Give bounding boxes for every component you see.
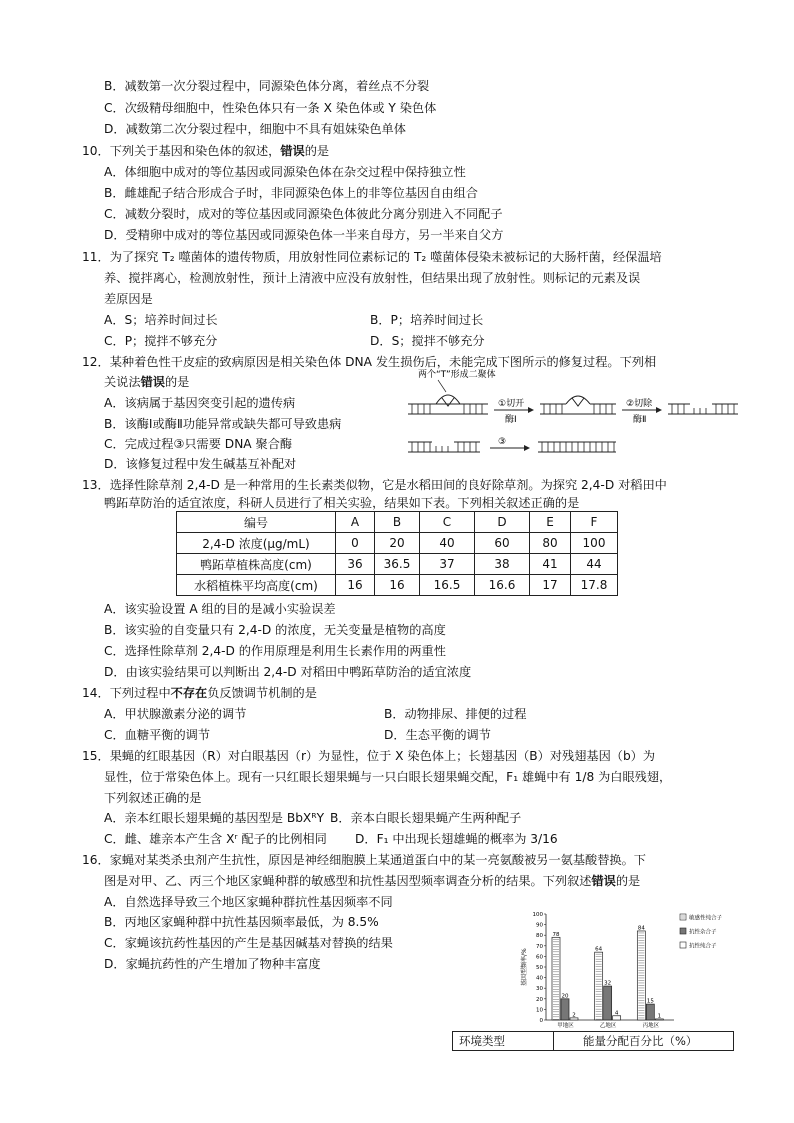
- table-header-cell: F: [571, 512, 618, 533]
- y-tick-label: 30: [536, 986, 543, 993]
- step2-label: ②切除: [626, 399, 653, 409]
- dna-repair-figure: [406, 366, 746, 458]
- step3-arrow: [490, 445, 530, 451]
- q13-option-a: A．该实验设置 A 组的目的是减小实验误差: [104, 602, 336, 616]
- table-cell: 100: [571, 533, 618, 554]
- q13-option-c: C．选择性除草剂 2,4-D 的作用原理是利用生长素作用的两重性: [104, 644, 446, 658]
- q14-option-a: A．甲状腺激素分泌的调节: [104, 707, 247, 721]
- q12-stem-line1: 12．某种着色性干皮症的致病原因是相关染色体 DNA 发生损伤后，未能完成下图所示的修复过程。下列相: [82, 355, 657, 369]
- q15-option-d: D．F₁ 中出现长翅雄蝇的概率为 3/16: [355, 832, 558, 846]
- table-cell: 16: [375, 575, 420, 596]
- q11-stem-line3: 差原因是: [104, 292, 153, 306]
- dna-strand-gap: [668, 404, 738, 414]
- y-tick-label: 40: [536, 975, 543, 982]
- table-cell: 17.8: [571, 575, 618, 596]
- table-cell: 41: [530, 554, 571, 575]
- bar-series: [552, 925, 663, 1029]
- y-tick-label: 10: [536, 1007, 543, 1014]
- table-cell: 水稻植株平均高度(cm): [177, 575, 336, 596]
- env-table-header: [452, 1031, 734, 1051]
- q13-results-table: [176, 511, 618, 596]
- legend: [680, 914, 723, 950]
- genotype-frequency-chart: [518, 906, 732, 1030]
- x-tick-label: 甲地区: [557, 1023, 574, 1029]
- table-cell: 16: [336, 575, 375, 596]
- q9-option-d: D．减数第二次分裂过程中，细胞中不具有姐妹染色单体: [104, 122, 406, 136]
- bar-data-label: 1: [657, 1013, 662, 1020]
- env-col-divider: [553, 1031, 554, 1051]
- q11-option-c: C．P；搅拌不够充分: [104, 334, 218, 348]
- legend-swatch: [680, 914, 686, 920]
- table-row: [177, 554, 618, 575]
- table-header-cell: B: [375, 512, 420, 533]
- table-cell: 鸭跖草植株高度(cm): [177, 554, 336, 575]
- q15-option-a: A．亲本红眼长翅果蝇的基因型是 BbXᴿY: [104, 811, 325, 825]
- dna-strand-cut: [540, 396, 616, 414]
- q12-stem-line2: 关说法错误的是: [104, 375, 190, 389]
- q15-option-c: C．雌、雄亲本产生含 Xʳ 配子的比例相同: [104, 832, 327, 846]
- bar-data-label: 84: [637, 925, 645, 932]
- q15-stem-line2: 显性，位于常染色体上。现有一只红眼长翅果蝇与一只白眼长翅果蝇交配，F₁ 雄蝇中有 1/8 为白眼残翅，: [104, 770, 672, 784]
- q16-option-b: B．丙地区家蝇种群中抗性基因频率最低，为 8.5%: [104, 915, 379, 929]
- fig12-title: 两个“T”形成二聚体: [418, 370, 496, 380]
- q16-option-c: C．家蝇该抗药性基因的产生是基因碱基对替换的结果: [104, 936, 393, 950]
- q15-stem-line3: 下列叙述正确的是: [104, 791, 202, 805]
- q14-option-c: C．血糖平衡的调节: [104, 728, 211, 742]
- bar-data-label: 32: [604, 980, 612, 987]
- bar-data-label: 2: [572, 1012, 576, 1019]
- table-cell: 38: [475, 554, 530, 575]
- table-cell: 37: [420, 554, 475, 575]
- legend-label: 抗性纯合子: [689, 943, 717, 950]
- table-cell: 0: [336, 533, 375, 554]
- y-tick-label: 20: [536, 996, 543, 1003]
- y-tick-label: 90: [536, 922, 543, 929]
- dna-strand-gap-2: [408, 442, 480, 452]
- y-axis-label: 基因型频率/%: [521, 948, 528, 986]
- bar-data-label: 20: [561, 993, 569, 1000]
- q14-option-d: D．生态平衡的调节: [384, 728, 491, 742]
- y-tick-label: 0: [539, 1018, 543, 1024]
- legend-swatch: [680, 942, 686, 948]
- table-header-cell: 编号: [177, 512, 336, 533]
- q16-option-d: D．家蝇抗药性的产生增加了物种丰富度: [104, 957, 321, 971]
- q15-stem-line1: 15．果蝇的红眼基因（R）对白眼基因（r）为显性，位于 X 染色体上；长翅基因（B）对残翅基因（b）为: [82, 749, 656, 763]
- table-cell: 20: [375, 533, 420, 554]
- q12-option-b: B．该酶Ⅰ或酶Ⅱ功能异常或缺失都可导致患病: [104, 417, 342, 431]
- table-header-cell: C: [420, 512, 475, 533]
- table-header-cell: A: [336, 512, 375, 533]
- legend-label: 抗性杂合子: [689, 929, 717, 936]
- table-cell: 60: [475, 533, 530, 554]
- env-col-type: 环境类型: [459, 1034, 505, 1048]
- dna-strand-repaired: [538, 442, 616, 452]
- step3-label: ③: [498, 437, 507, 447]
- table-header-row: [177, 512, 618, 533]
- enzyme2-label: 酶Ⅱ: [633, 415, 647, 425]
- q13-stem-line1: 13．选择性除草剂 2,4-D 是一种常用的生长素类似物，它是水稻田间的良好除草剂。为探究 2,4-D 对稻田中: [82, 478, 667, 492]
- q14-option-b: B．动物排尿、排便的过程: [384, 707, 527, 721]
- y-tick-label: 100: [532, 912, 543, 918]
- q9-option-c: C．次级精母细胞中，性染色体只有一条 X 染色体或 Y 染色体: [104, 101, 437, 115]
- table-cell: 40: [420, 533, 475, 554]
- table-row: [177, 575, 618, 596]
- table-cell: 80: [530, 533, 571, 554]
- y-tick-label: 80: [536, 933, 543, 940]
- q11-option-a: A．S；培养时间过长: [104, 313, 218, 327]
- q16-option-a: A．自然选择导致三个地区家蝇种群抗性基因频率不同: [104, 895, 393, 909]
- x-tick-label: 丙地区: [642, 1023, 660, 1029]
- q12-option-d: D．该修复过程中发生碱基互补配对: [104, 457, 297, 471]
- step1-label: ①切开: [498, 399, 525, 409]
- q16-stem-line2: 图是对甲、乙、丙三个地区家蝇种群的敏感型和抗性基因型频率调查分析的结果。下列叙述错误的是: [104, 874, 641, 888]
- table-cell: 16.5: [420, 575, 475, 596]
- legend-swatch: [680, 928, 686, 934]
- q11-option-b: B．P；培养时间过长: [370, 313, 484, 327]
- q16-stem-line1: 16．家蝇对某类杀虫剂产生抗性，原因是神经细胞膜上某通道蛋白中的某一亮氨酸被另一氨基酸替换。下: [82, 853, 646, 867]
- q13-stem-line2: 鸭跖草防治的适宜浓度，科研人员进行了相关实验，结果如下表。下列相关叙述正确的是: [104, 496, 580, 510]
- q13-option-b: B．该实验的自变量只有 2,4-D 的浓度，无关变量是植物的高度: [104, 623, 446, 637]
- y-tick-label: 60: [536, 954, 543, 961]
- bar-data-label: 78: [552, 931, 560, 938]
- y-tick-label: 50: [536, 965, 543, 971]
- bar-1: [646, 1004, 654, 1020]
- q11-stem-line1: 11．为了探究 T₂ 噬菌体的遗传物质，用放射性同位素标记的 T₂ 噬菌体侵染未被标记的大肠杆菌，经保温培: [82, 250, 662, 264]
- enzyme1-label: 酶Ⅰ: [505, 415, 517, 425]
- table-cell: 17: [530, 575, 571, 596]
- table-cell: 16.6: [475, 575, 530, 596]
- q10-option-c: C．减数分裂时，成对的等位基因或同源染色体彼此分离分别进入不同配子: [104, 207, 503, 221]
- bar-0: [552, 937, 560, 1020]
- bar-0: [595, 952, 603, 1020]
- table-cell: 36: [336, 554, 375, 575]
- bar-1: [604, 986, 612, 1020]
- legend-label: 敏感性纯合子: [689, 915, 723, 922]
- q12-option-a: A．该病属于基因突变引起的遗传病: [104, 396, 296, 410]
- bar-data-label: 64: [595, 946, 603, 953]
- bar-data-label: 15: [646, 998, 654, 1005]
- q15-option-b: B．亲本白眼长翅果蝇产生两种配子: [330, 811, 522, 825]
- q10-option-b: B．雌雄配子结合形成合子时，非同源染色体上的非等位基因自由组合: [104, 186, 478, 200]
- table-header-cell: D: [475, 512, 530, 533]
- q14-stem: 14．下列过程中不存在负反馈调节机制的是: [82, 686, 317, 700]
- q10-stem: 10．下列关于基因和染色体的叙述，错误的是: [82, 144, 330, 158]
- table-cell: 2,4-D 浓度(μg/mL): [177, 533, 336, 554]
- q9-option-b: B．减数第一次分裂过程中，同源染色体分离，着丝点不分裂: [104, 79, 430, 93]
- q12-option-c: C．完成过程③只需要 DNA 聚合酶: [104, 437, 293, 451]
- bar-1: [561, 999, 569, 1020]
- q11-stem-line2: 养、搅拌离心，检测放射性，预计上清液中应没有放射性，但结果出现了放射性。则标记的元素及误: [104, 271, 641, 285]
- table-cell: 44: [571, 554, 618, 575]
- env-col-energy: 能量分配百分比（%）: [583, 1034, 698, 1048]
- bar-2: [613, 1016, 621, 1020]
- table-row: [177, 533, 618, 554]
- q10-option-d: D．受精卵中成对的等位基因或同源染色体一半来自母方，另一半来自父方: [104, 228, 504, 242]
- q13-option-d: D．由该实验结果可以判断出 2,4-D 对稻田中鸭跖草防治的适宜浓度: [104, 665, 472, 679]
- x-tick-label: 乙地区: [599, 1023, 617, 1029]
- dna-strand-damaged: [408, 380, 488, 414]
- y-tick-label: 70: [536, 943, 543, 950]
- q10-option-a: A．体细胞中成对的等位基因或同源染色体在杂交过程中保持独立性: [104, 165, 466, 179]
- table-cell: 36.5: [375, 554, 420, 575]
- table-header-cell: E: [530, 512, 571, 533]
- bar-data-label: 4: [614, 1010, 619, 1017]
- q11-option-d: D．S；搅拌不够充分: [370, 334, 485, 348]
